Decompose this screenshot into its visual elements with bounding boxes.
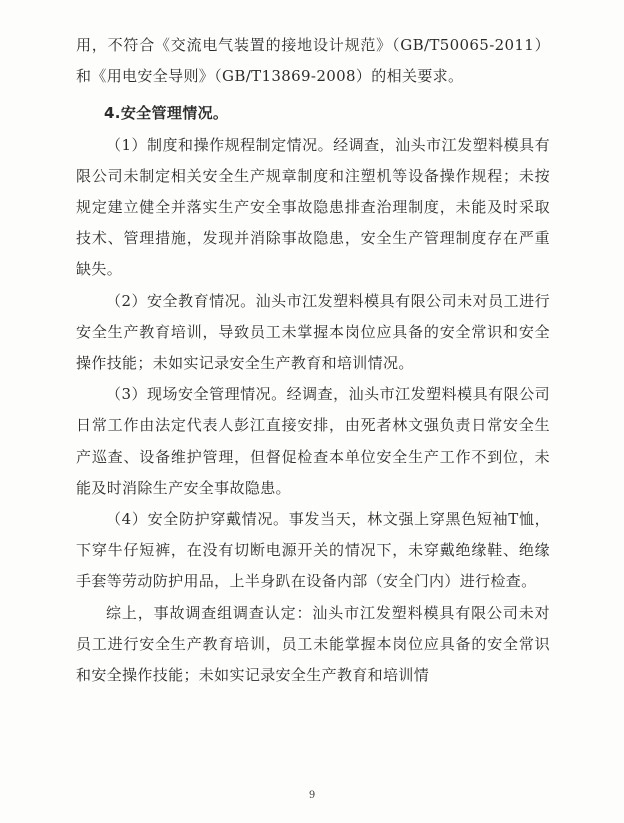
paragraph-conclusion: 综上，事故调查组调查认定：汕头市江发塑料模具有限公司未对员工进行安全生产教育培训，员工未能掌握本岗位应具备的安全常识和安全操作技能；未如实记录安全生产教育和培训情 (76, 603, 550, 685)
paragraph-rules-and-procedures: （1）制度和操作规程制定情况。经调查，汕头市江发塑料模具有限公司未制定相关安全生产规章制度和注塑机等设备操作规程；未按规定建立健全并落实生产安全事故隐患排查治理制度，未能及时采取技术、管理措施，发现并消除事故隐患，安全生产管理制度存在严重缺失。 (76, 135, 550, 279)
paragraph-site-safety-management: （3）现场安全管理情况。经调查，汕头市江发塑料模具有限公司日常工作由法定代表人彭江直接安排，由死者林文强负责日常安全生产巡查、设备维护管理，但督促检查本单位安全生产工作不到位，未能及时消除生产安全事故隐患。 (76, 385, 550, 497)
paragraph-protective-equipment: （4）安全防护穿戴情况。事发当天，林文强上穿黑色短袖T恤，下穿牛仔短裤，在没有切断电源开关的情况下，未穿戴绝缘鞋、绝缘手套等劳动防护用品，上半身趴在设备内部（安全门内）进行检查。 (76, 510, 550, 591)
paragraph-safety-education: （2）安全教育情况。汕头市江发塑料模具有限公司未对员工进行安全生产教育培训，导致员工未掌握本岗位应具备的安全常识和安全操作技能；未如实记录安全生产教育和培训情况。 (76, 291, 550, 373)
paragraph-continuation: 用，不符合《交流电气装置的接地设计规范》（GB/T50065-2011）和《用电安全导则》（GB/T13869-2008）的相关要求。 (76, 36, 550, 86)
page-number: 9 (308, 790, 316, 801)
document-body (76, 30, 550, 691)
section-heading: 4.安全管理情况。 (104, 104, 229, 123)
